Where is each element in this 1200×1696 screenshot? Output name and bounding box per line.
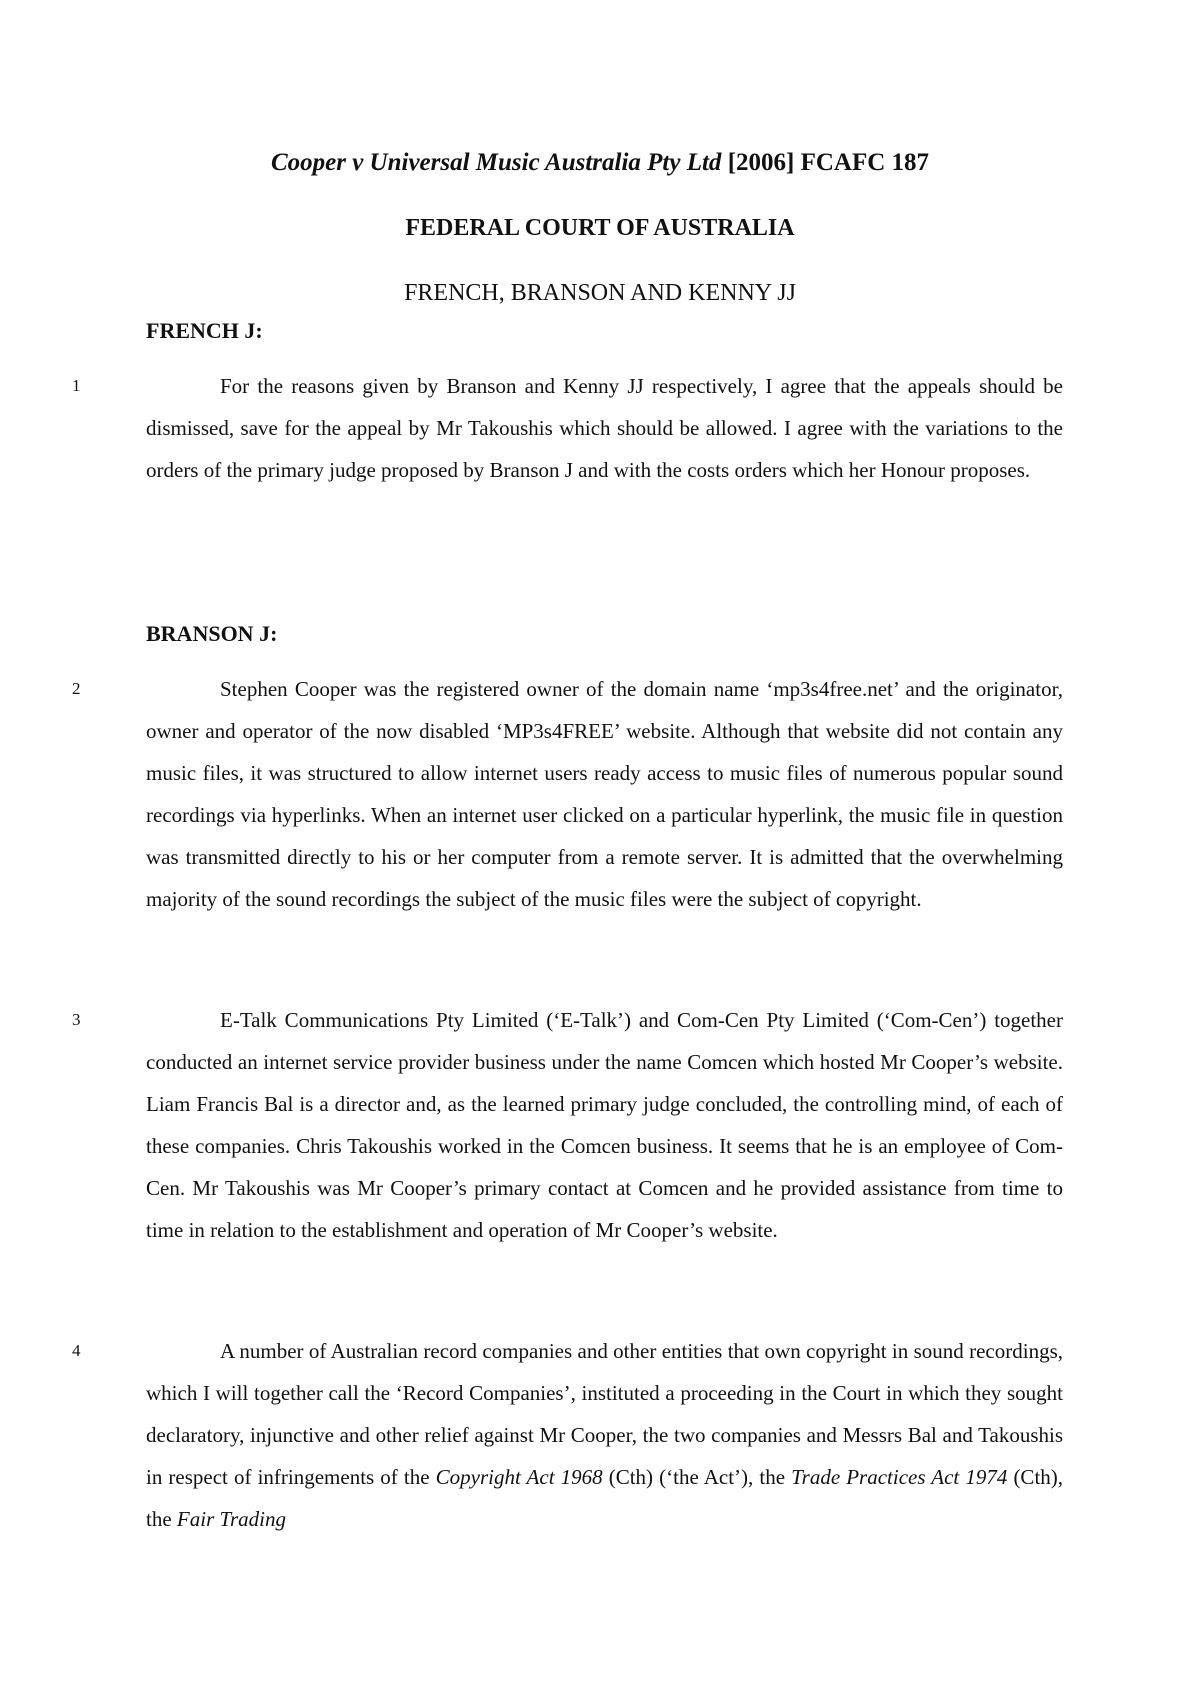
paragraph-number-3: 3 bbox=[72, 1010, 81, 1029]
case-citation: [2006] FCAFC 187 bbox=[721, 149, 930, 176]
section-heading-french: FRENCH J: bbox=[146, 318, 263, 343]
paragraph-4-italic-1: Copyright Act 1968 bbox=[435, 1465, 603, 1489]
paragraph-number-4: 4 bbox=[72, 1341, 81, 1360]
paragraph-4 bbox=[146, 1330, 1063, 1540]
case-title bbox=[0, 148, 1200, 178]
paragraph-2: Stephen Cooper was the registered owner of the domain name ‘mp3s4free.net’ and the originator, owner and operator of the now disabled ‘MP3s4FREE’ website. Although that website did not contain any music files, it was structured to allow internet users ready access to music files of numerous popular sound recordings via hyperlinks. When an internet user clicked on a particular hyperlink, the music file in question was transmitted directly to his or her computer from a remote server. It is admitted that the overwhelming majority of the sound recordings the subject of the music files were the subject of copyright. bbox=[146, 677, 1063, 911]
paragraph-number-1: 1 bbox=[72, 376, 81, 395]
paragraph-4-text-3: (Cth), the bbox=[146, 1465, 1064, 1531]
paragraph-4-text-1: A number of Australian record companies and other entities that own copyright in sound recordings, which I will together call the ‘Record Companies’, instituted a proceeding in the Court in which they sought declaratory, injunctive and other relief against Mr Cooper, the two companies and Messrs Bal and Takoushis in respect of infringements of the bbox=[146, 1339, 1063, 1489]
paragraph-number-2: 2 bbox=[72, 679, 81, 698]
paragraph-4-text-2: (Cth) (‘the Act’), the bbox=[602, 1465, 792, 1489]
paragraph-1: For the reasons given by Branson and Kenny JJ respectively, I agree that the appeals should be dismissed, save for the appeal by Mr Takoushis which should be allowed. I agree with the variations to the orders of the primary judge proposed by Branson J and with the costs orders which her Honour proposes. bbox=[146, 374, 1063, 482]
judges-line: FRENCH, BRANSON AND KENNY JJ bbox=[404, 280, 796, 306]
section-heading-branson: BRANSON J: bbox=[146, 621, 278, 646]
paragraph-4-italic-3: Fair Trading bbox=[176, 1507, 287, 1531]
court-name: FEDERAL COURT OF AUSTRALIA bbox=[405, 215, 795, 241]
case-name: Cooper v Universal Music Australia Pty Ltd bbox=[270, 149, 722, 176]
paragraph-4-italic-2: Trade Practices Act 1974 bbox=[791, 1465, 1008, 1489]
paragraph-3: E-Talk Communications Pty Limited (‘E-Talk’) and Com-Cen Pty Limited (‘Com-Cen’) together conducted an internet service provider business under the name Comcen which hosted Mr Cooper’s website. Liam Francis Bal is a director and, as the learned primary judge concluded, the controlling mind, of each of these companies. Chris Takoushis worked in the Comcen business. It seems that he is an employee of Com-Cen. Mr Takoushis was Mr Cooper’s primary contact at Comcen and he provided assistance from time to time in relation to the establishment and operation of Mr Cooper’s website. bbox=[146, 1008, 1063, 1242]
